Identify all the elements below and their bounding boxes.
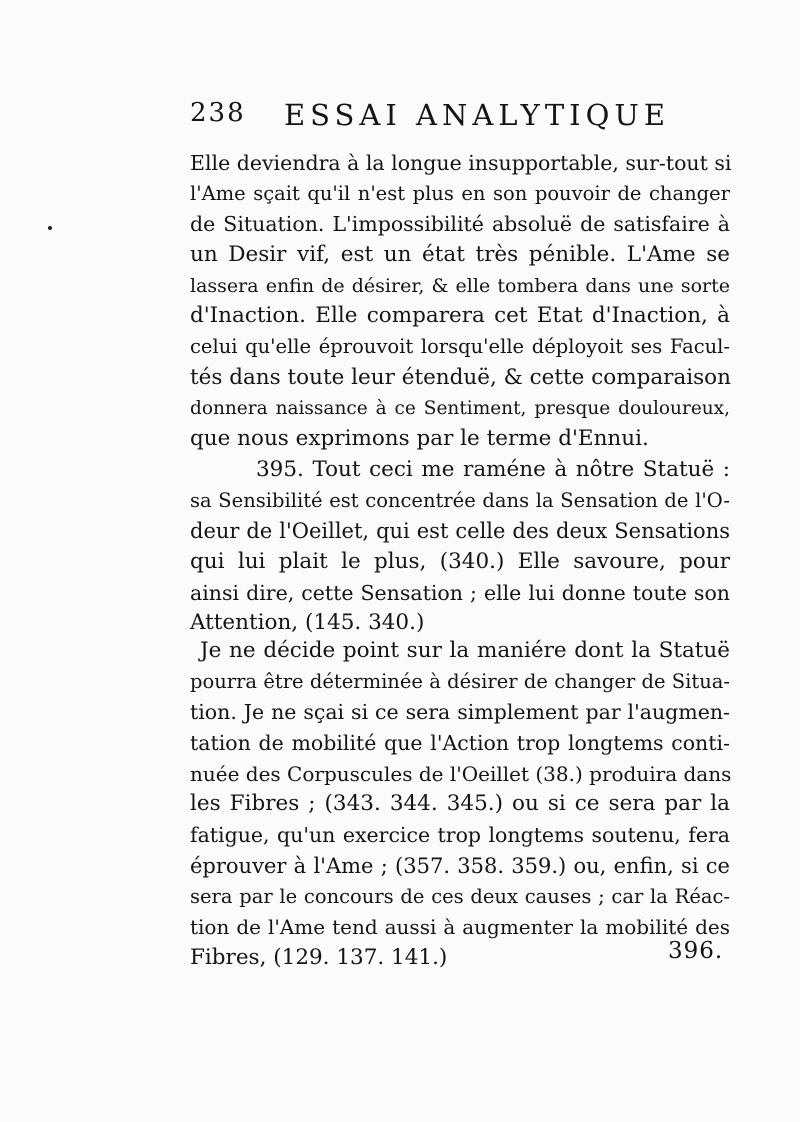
text-line: tion. Je ne sçai si ce sera simplement par l'augmen- [190, 700, 730, 725]
paragraph-1 [190, 148, 730, 455]
text-line: donnera naissance à ce Sentiment, presque douloureux, [190, 397, 730, 419]
text-line: lassera enfin de désirer, & elle tombera dans une sorte [190, 274, 730, 297]
text-line: 395. Tout ceci me raméne à nôtre Statuë : [256, 457, 730, 482]
text-line: de Situation. L'impossibilité absoluë de satisfaire à [190, 212, 730, 237]
text-line: éprouver à l'Ame ; (357. 358. 359.) ou, enfin, si ce [190, 853, 730, 878]
text-line: Elle deviendra à la longue insupportable, sur-tout si [190, 151, 732, 175]
text-line: que nous exprimons par le terme d'Ennui. [190, 426, 649, 452]
paragraph-395 [190, 455, 730, 639]
text-line: ainsi dire, cette Sensation ; elle lui donne toute son [190, 580, 730, 605]
text-line: sera par le concours de ces deux causes ; car la Réac- [190, 884, 730, 908]
text-line: tation de mobilité que l'Action trop longtems conti- [190, 731, 730, 756]
text-line: tés dans toute leur étenduë, & cette comparaison [190, 364, 731, 390]
text-line: pourra être déterminée à désirer de changer de Situa- [190, 669, 730, 693]
text-line: Je ne décide point sur la maniére dont la Statuë [200, 638, 730, 663]
catchword: 396. [668, 938, 724, 964]
text-line: qui lui plait le plus, (340.) Elle savoure, pour [190, 549, 730, 575]
running-title: ESSAI ANALYTIQUE [284, 98, 671, 132]
text-line: fatigue, qu'un exercice trop longtems soutenu, fera [190, 823, 730, 848]
text-line: sa Sensibilité est concentrée dans la Sensation de l'O- [190, 488, 730, 512]
text-line: l'Ame sçait qu'il n'est plus en son pouvoir de changer [190, 181, 730, 205]
text-line: nuée des Corpuscules de l'Oeillet (38.) produira dans [190, 761, 732, 786]
text-line: Attention, (145. 340.) [190, 610, 425, 636]
text-line: un Desir vif, est un état très pénible. L'Ame se [190, 242, 730, 268]
text-line: Fibres, (129. 137. 141.) [190, 944, 448, 970]
text-line: les Fibres ; (343. 344. 345.) ou si ce sera par la [190, 791, 730, 817]
page-header [190, 98, 730, 134]
paragraph-3 [190, 636, 730, 974]
text-line: d'Inaction. Elle comparera cet Etat d'Inaction, à [190, 303, 730, 329]
margin-mark [48, 226, 52, 230]
text-line: celui qu'elle éprouvoit lorsqu'elle déployoit ses Facul- [190, 335, 730, 359]
text-line: deur de l'Oeillet, qui est celle des deux Sensations [190, 519, 730, 544]
text-line: tion de l'Ame tend aussi à augmenter la mobilité des [190, 915, 730, 940]
page-number: 238 [190, 98, 246, 128]
